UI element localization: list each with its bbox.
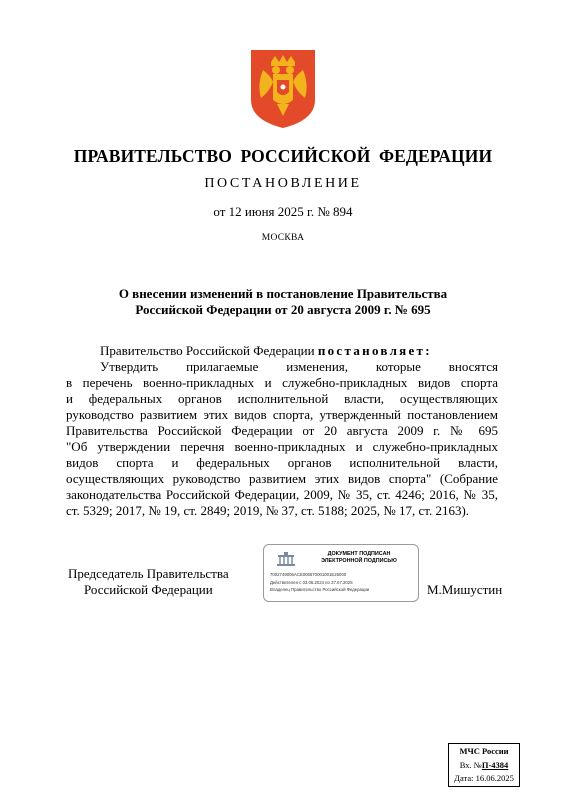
registration-org: МЧС России [459, 746, 509, 756]
coat-of-arms-emblem [249, 48, 317, 130]
title-line: Российской Федерации от 20 августа 2009 г. № 695 [135, 302, 431, 317]
document-date-number: от 12 июня 2025 г. № 894 [213, 204, 353, 219]
stamp-owner: Владелец Правительство Российской Федерации [270, 587, 370, 592]
document-title [0, 286, 566, 318]
document-type: ПОСТАНОВЛЕНИЕ [204, 176, 362, 191]
preamble-verb: постановляет: [317, 343, 432, 358]
body-line: "Об утверждении перечня военно-прикладных и служебно-прикладных [66, 439, 498, 454]
stamp-heading-line: ЭЛЕКТРОННОЙ ПОДПИСЬЮ [321, 558, 397, 564]
body-line: осуществляющих руководство развитием этих видов спорта" (Собрание [66, 471, 498, 486]
registration-number-prefix: Вх. № [459, 760, 482, 770]
body-line: ст. 5329; 2017, № 19, ст. 2849; 2019, № 37, ст. 5188; 2025, № 17, ст. 2163). [66, 503, 470, 518]
registration-stamp [448, 743, 520, 787]
body-line: руководство развитием этих видов спорта, утвержденный постановлением [66, 407, 498, 422]
document-city: МОСКВА [261, 233, 305, 243]
stamp-validity: Действителен с 03.06.2024 по 27.07.2025 [270, 580, 353, 585]
registration-number-value: П-4384 [481, 760, 509, 770]
body-line: и федеральных органов исполнительной власти, осуществляющих [66, 391, 498, 406]
registration-date: Дата: 16.06.2025 [454, 773, 514, 783]
body-line: законодательства Российской Федерации, 2009, № 35, ст. 4246; 2016, № 35, [66, 487, 498, 502]
stamp-certificate: 7002749006ACE006670001001E25000 [270, 572, 347, 577]
preamble-subject: Правительство Российской Федерации [100, 343, 315, 358]
body-line: видов спорта и федеральных органов исполнительной власти, [66, 455, 498, 470]
body-line: Правительства Российской Федерации от 20 августа 2009 г. № 695 [66, 423, 498, 438]
signer-name: М.Мишустин [427, 582, 503, 597]
signer-position-continued: Российской Федерации [84, 582, 213, 597]
signer-position: Председатель Правительства [68, 566, 229, 581]
issuer-name: ПРАВИТЕЛЬСТВО РОССИЙСКОЙ ФЕДЕРАЦИИ [73, 146, 493, 166]
body-line: Утвердить прилагаемые изменения, которые вносятся [100, 359, 498, 374]
body-line: в перечень военно-прикладных и служебно-прикладных видов спорта [66, 375, 498, 390]
government-building-icon [274, 551, 298, 567]
stamp-heading [304, 551, 414, 565]
electronic-signature-stamp [263, 544, 419, 602]
title-line: О внесении изменений в постановление Правительства [118, 286, 448, 301]
registration-number [449, 760, 519, 770]
preamble [100, 343, 432, 359]
stamp-heading-line: ДОКУМЕНТ ПОДПИСАН [327, 551, 391, 557]
